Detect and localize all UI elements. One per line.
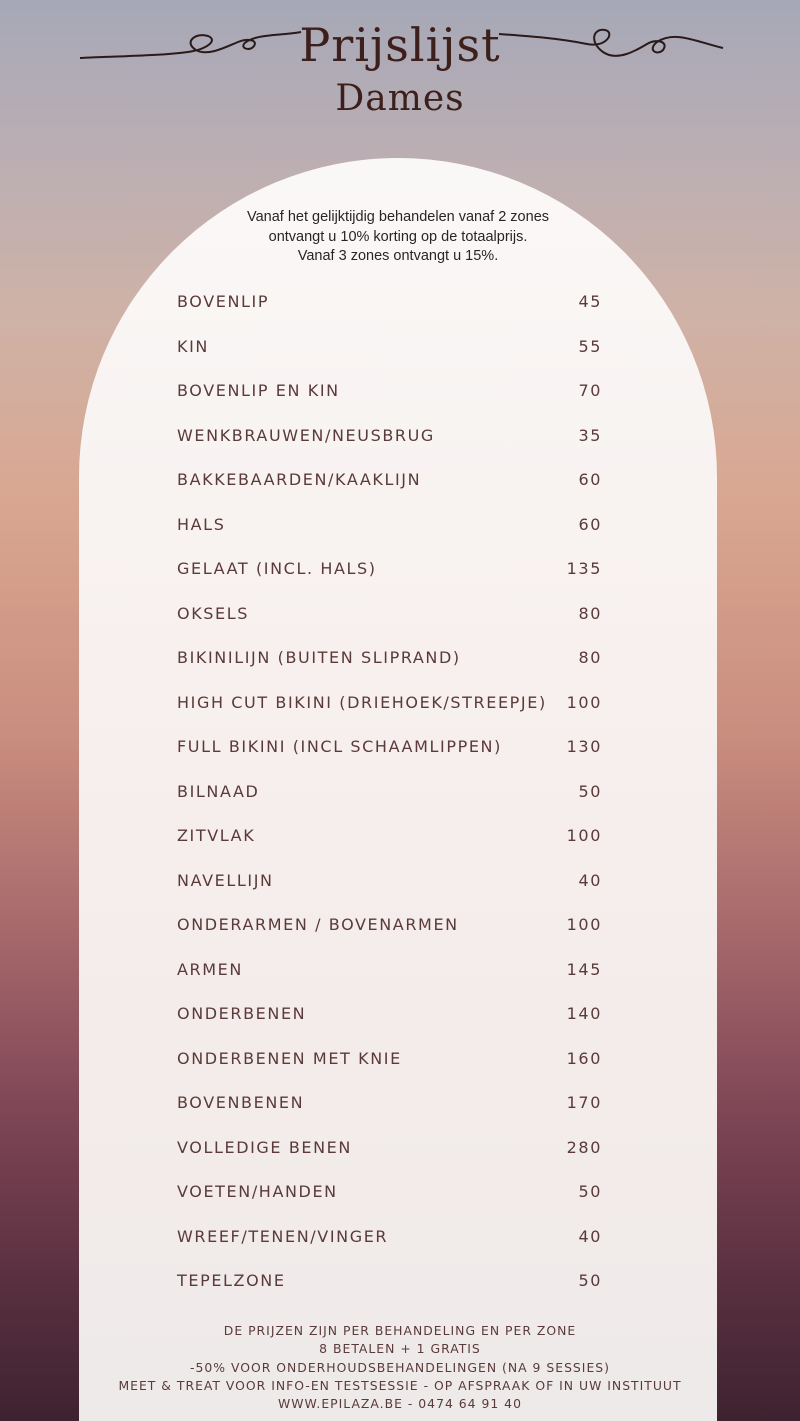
price-row [177,1180,602,1206]
page-subtitle: Dames [335,78,465,119]
zone-price: 100 [566,915,602,934]
zone-name: ONDERBENEN MET KNIE [177,1048,402,1068]
zone-name: HIGH CUT BIKINI (DRIEHOEK/STREEPJE) [177,692,547,712]
price-row [177,1047,602,1073]
zone-name: GELAAT (INCL. HALS) [177,559,377,578]
zone-name: OKSELS [177,603,250,623]
zone-price: 40 [578,870,602,890]
zone-name: BILNAAD [177,781,260,801]
price-row [177,557,602,583]
zone-name: VOLLEDIGE BENEN [177,1137,352,1157]
intro-line: Vanaf 3 zones ontvangt u 15%. [297,248,499,264]
zone-price: 140 [566,1004,602,1023]
zone-price: 160 [566,1048,602,1068]
zone-price: 80 [578,603,602,623]
zone-price: 60 [578,514,602,534]
intro-line: ontvangt u 10% korting op de totaalprijs. [268,228,528,245]
price-row [177,513,602,539]
zone-price: 130 [566,737,602,756]
zone-name: KIN [177,336,209,356]
zone-price: 50 [578,1182,602,1201]
zone-price: 50 [578,781,602,801]
price-row [177,379,602,405]
header [0,0,800,160]
price-row [177,335,602,361]
zone-price: 70 [578,381,602,400]
page-title: Prijslijst [299,18,501,72]
price-row [177,780,602,806]
footer-line: -50% VOOR ONDERHOUDSBEHANDELINGEN (NA 9 SESSIES) [190,1359,610,1375]
price-row [177,646,602,672]
price-row [177,1002,602,1028]
price-row [177,691,602,717]
zone-price: 35 [578,425,602,445]
zone-name: WENKBRAUWEN/NEUSBRUG [177,425,435,445]
zone-name: BOVENLIP [177,292,270,311]
zone-price: 40 [578,1226,602,1246]
price-row [177,869,602,895]
zone-price: 135 [566,559,602,578]
zone-name: TEPELZONE [177,1271,286,1290]
price-row [177,735,602,761]
price-row [177,468,602,494]
price-row [177,1136,602,1162]
zone-name: HALS [177,514,226,534]
zone-name: BIKINILIJN (BUITEN SLIPRAND) [177,648,461,667]
zone-price: 55 [578,336,602,356]
price-row [177,290,602,316]
zone-price: 145 [566,959,602,979]
intro-line: Vanaf het gelijktijdig behandelen vanaf 2 zones [246,209,550,225]
zone-name: ARMEN [177,959,243,979]
zone-name: BAKKEBAARDEN/KAAKLIJN [177,470,422,489]
footer-line: 8 BETALEN + 1 GRATIS [319,1341,481,1357]
price-row [177,1225,602,1251]
price-row [177,1269,602,1295]
zone-name: BOVENLIP EN KIN [177,381,340,400]
zone-name: BOVENBENEN [177,1093,305,1112]
zone-price: 280 [566,1137,602,1157]
discount-intro [79,208,717,267]
website-phone-link[interactable]: WWW.EPILAZA.BE - 0474 64 91 40 [278,1396,522,1412]
zone-price: 60 [578,470,602,489]
zone-price: 50 [578,1271,602,1290]
price-row [177,824,602,850]
footer-notes [0,1322,800,1413]
zone-name: ONDERBENEN [177,1004,307,1023]
zone-price: 170 [566,1093,602,1112]
zone-name: NAVELLIJN [177,870,274,890]
zone-name: ONDERARMEN / BOVENARMEN [177,915,459,934]
price-row [177,1091,602,1117]
zone-price: 100 [566,826,602,845]
price-row [177,424,602,450]
zone-price: 45 [578,292,602,311]
footer-line: MEET & TREAT VOOR INFO-EN TESTSESSIE - OP AFSPRAAK OF IN UW INSTITUUT [118,1377,682,1393]
zone-name: FULL BIKINI (INCL SCHAAMLIPPEN) [177,737,502,756]
price-row [177,958,602,984]
zone-price: 100 [566,692,602,712]
zone-price: 80 [578,648,602,667]
zone-name: VOETEN/HANDEN [177,1182,338,1201]
footer-line: DE PRIJZEN ZIJN PER BEHANDELING EN PER ZONE [223,1323,577,1338]
zone-name: ZITVLAK [177,826,256,845]
price-row [177,913,602,939]
price-row [177,602,602,628]
zone-name: WREEF/TENEN/VINGER [177,1226,389,1246]
